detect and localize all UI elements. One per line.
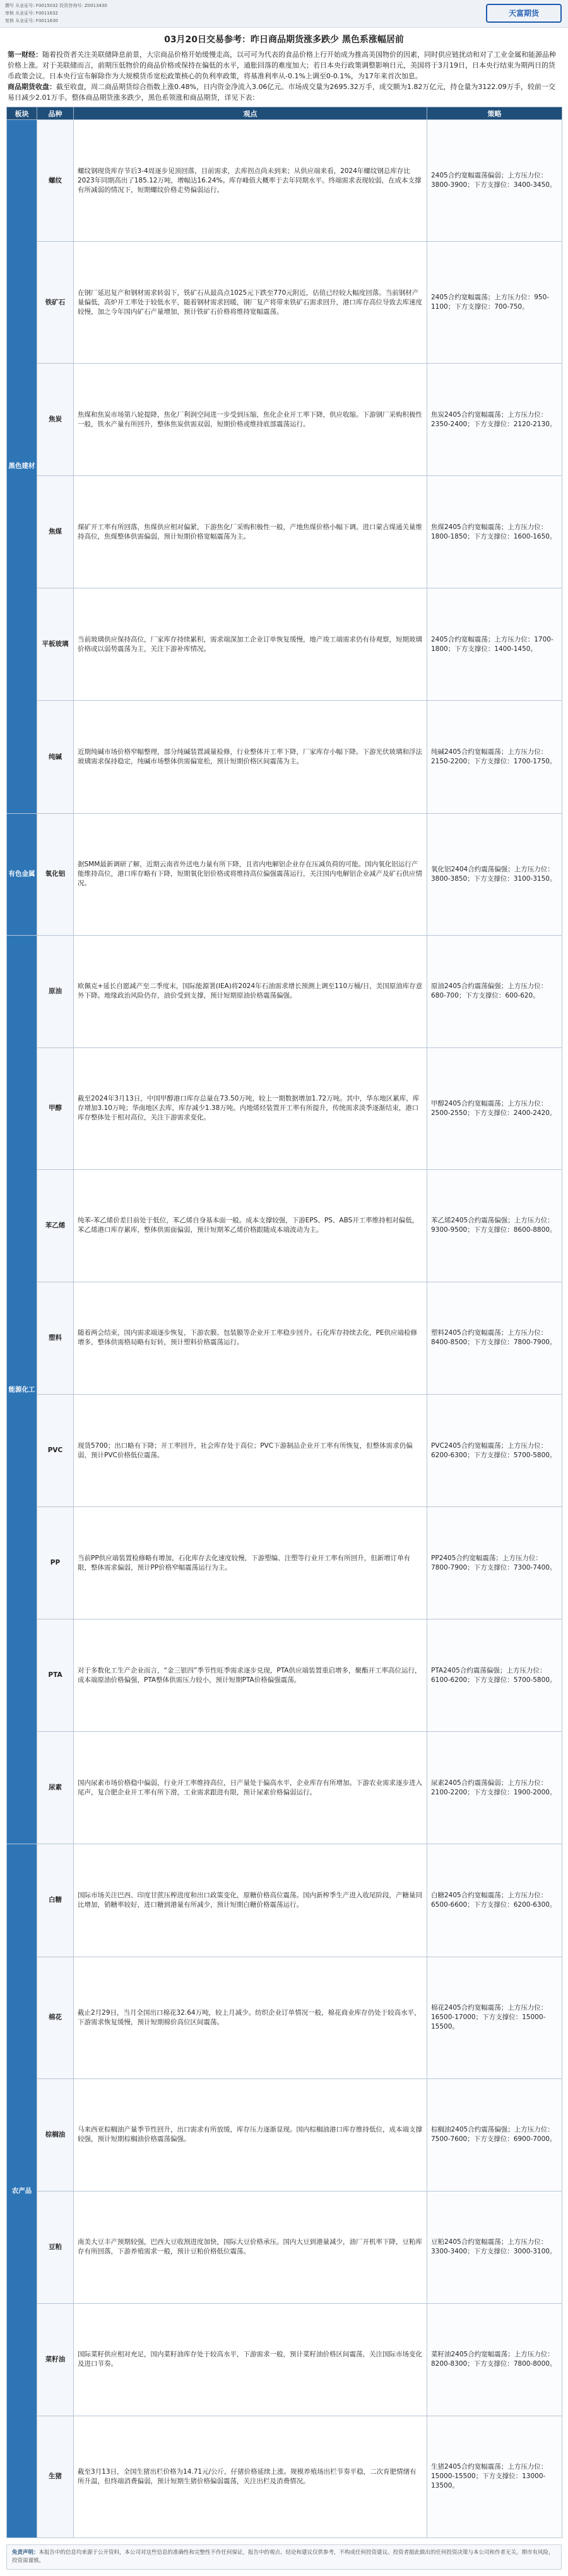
intro-text: 随着投资者关注美联储降息前景，大宗商品价格开始缓慢走高，以可可为代表的食品价格上行开始成为推高美国物价的因素，同时供应链扰动和对了工业金属和能源品种价格上涨。对于美联储而言，前期压低物价的商品价格或保持在偏低的水平，通胀回落的难度加大；若日本央行政策调整影响日元，美国将于3月19日，日本央行结束为期两日的货币政策会议。日本央行宣布解除作为大规模货币宽松政策核心的负利率政策，将基准利率从-0.1%上调至0-0.1%，为17年来首次加息。 <box>8 51 556 80</box>
intro-label: 商品期货收盘： <box>8 83 56 91</box>
item-cell: PVC <box>37 1395 74 1507</box>
header-strategy: 策略 <box>427 107 562 120</box>
table-row <box>7 1732 562 1844</box>
item-cell: 纯碱 <box>37 701 74 813</box>
view-cell: 当前PP供应端装置检修略有增加，石化库存去化速度较慢，下游塑编、注塑等行业开工率有所回升，但新增订单有限，整体需求偏弱，预计PP价格窄幅震荡运行为主。 <box>74 1507 427 1619</box>
intro-label: 第一财经： <box>8 51 42 59</box>
table-header-row <box>7 107 562 120</box>
view-cell: 近期纯碱市场价格窄幅整理，部分纯碱装置减量检修，行业整体开工率下降，厂家库存小幅下降。下游光伏玻璃和浮法玻璃需求保持稳定，纯碱市场整体供需偏宽松，预计短期价格区间震荡为主。 <box>74 701 427 813</box>
strategy-cell: PVC2405合约宽幅震荡；上方压力位：6200-6300；下方支撑位：5700-5800。 <box>427 1395 562 1507</box>
view-cell: 现货5700；出口略有下降；开工率回升，社会库存处于高位；PVC下游制品企业开工率有所恢复，但整体需求仍偏弱，预计PVC价格低位震荡。 <box>74 1395 427 1507</box>
table-row <box>7 935 562 1047</box>
strategy-cell: 氧化铝2404合约震荡偏强；上方压力位：3800-3850；下方支撑位：3100-3150。 <box>427 813 562 935</box>
table-row <box>7 1395 562 1507</box>
meta-line: 审核 从业证号: F0011632 <box>5 11 59 16</box>
table-row <box>7 1957 562 2078</box>
strategy-cell: 尿素2405合约震荡偏弱；上方压力位：2100-2200；下方支撑位：1900-2000。 <box>427 1732 562 1844</box>
item-cell: 豆粕 <box>37 2191 74 2303</box>
view-cell: 欧佩克+延长自愿减产至二季度末，国际能源署(IEA)将2024年石油需求增长预测上调至110万桶/日，美国原油库存意外下降。地缘政治风险仍存，油价受到支撑，预计短期原油价格震荡偏强。 <box>74 935 427 1047</box>
intro <box>0 49 568 103</box>
disclaimer-text: 本报告中的信息均来源于公开资料，本公司对这些信息的准确性和完整性不作任何保证，报告中的观点、结论和建议仅供参考，不构成任何投资建议。投资者据此做出的任何投资决策与本公司和作者无关。期市有风险，投资需谨慎。 <box>12 2549 554 2564</box>
table-row <box>7 1619 562 1732</box>
strategy-cell: 塑料2405合约宽幅震荡；上方压力位：8400-8500；下方支撑位：7800-7900。 <box>427 1282 562 1394</box>
strategy-cell: PP2405合约宽幅震荡；上方压力位：7800-7900；下方支撑位：7300-7400。 <box>427 1507 562 1619</box>
table-row <box>7 120 562 242</box>
strategy-cell: PTA2405合约震荡偏强；上方压力位：6100-6200；下方支撑位：5700-5800。 <box>427 1619 562 1732</box>
header-item: 品种 <box>37 107 74 120</box>
view-cell: 截至3月13日，全国生猪出栏价格为14.71元/公斤，仔猪价格延续上涨。规模养殖场出栏节奏平稳，二次育肥情绪有所升温，但终端消费偏弱，预计短期生猪价格偏弱震荡，关注出栏及消费情况。 <box>74 2416 427 2537</box>
table-row <box>7 813 562 935</box>
view-cell: 随着两会结束，国内需求端逐步恢复，下游农膜、包装膜等企业开工率稳步回升。石化库存持续去化，PE供应端检修增多，整体供需格局略有好转，预计塑料价格震荡运行。 <box>74 1282 427 1394</box>
item-cell: PP <box>37 1507 74 1619</box>
strategy-cell: 生猪2405合约宽幅震荡；上方压力位：15000-15500；下方支撑位：13000-13500。 <box>427 2416 562 2537</box>
meta-line: 撰写 从业证号: F0015032 投资咨询号: Z0013430 <box>5 3 107 8</box>
item-cell: 生猪 <box>37 2416 74 2537</box>
table-row <box>7 1047 562 1169</box>
item-cell: 氧化铝 <box>37 813 74 935</box>
view-cell: 马来西亚棕榈油产量季节性回升，出口需求有所放缓，库存压力逐渐显现。国内棕榈油港口库存维持低位，成本端支撑较强，预计短期棕榈油价格震荡偏强。 <box>74 2078 427 2191</box>
item-cell: 菜籽油 <box>37 2303 74 2416</box>
sector-cell: 农产品 <box>7 1844 37 2538</box>
table-row <box>7 2303 562 2416</box>
table-row <box>7 2078 562 2191</box>
table-row <box>7 476 562 588</box>
view-cell: 纯苯-苯乙烯价差目前处于低位，苯乙烯自身基本面一般。成本支撑较强，下游EPS、PS、ABS开工率维持相对偏低，苯乙烯港口库存累库，整体供需面偏弱，预计短期苯乙烯价格跟随成本端波动为主。 <box>74 1169 427 1282</box>
item-cell: 棉花 <box>37 1957 74 2078</box>
disclaimer-label: 免责声明： <box>12 2549 39 2556</box>
view-cell: 国际菜籽供应相对充足，国内菜籽油库存处于较高水平，下游需求一般，预计菜籽油价格区间震荡，关注国际市场变化及进口节奏。 <box>74 2303 427 2416</box>
header-view: 观点 <box>74 107 427 120</box>
meta-line: 复核 从业证号: F0011630 <box>5 18 59 23</box>
item-cell: 塑料 <box>37 1282 74 1394</box>
disclaimer <box>6 2544 562 2570</box>
author-meta <box>5 2 107 25</box>
sector-cell: 黑色建材 <box>7 120 37 814</box>
view-cell: 国际市场关注巴西、印度甘蔗压榨进度和出口政策变化，原糖价格高位震荡。国内新榨季生产进入收尾阶段，产糖量同比增加，销糖率较好，进口糖到港量有所减少，预计短期白糖价格震荡运行。 <box>74 1844 427 1957</box>
strategy-cell: 菜籽油2405合约宽幅震荡；上方压力位：8200-8300；下方支撑位：7800-8000。 <box>427 2303 562 2416</box>
strategy-cell: 2405合约宽幅震荡偏弱；上方压力位：3800-3900；下方支撑位：3400-3450。 <box>427 120 562 242</box>
item-cell: 焦炭 <box>37 364 74 476</box>
commodity-table <box>6 107 562 2538</box>
table-row <box>7 1282 562 1394</box>
item-cell: 平板玻璃 <box>37 588 74 701</box>
intro-text: 截至收盘，周二商品期货综合指数上涨0.48%，日内资金净流入3.06亿元。市场成交量为2695.32万手，成交额为1.82万亿元，持仓量为3122.09万手，较前一交易日减少2.01万手。整体商品期货涨多跌少，黑色系领涨和商品期货，详见下表： <box>8 83 555 102</box>
view-cell: 据SMM最新调研了解，近期云南省外送电力量有所下降，且省内电解铝企业存在压减负荷的可能。国内氧化铝运行产能维持高位，港口库存略有下降，短期氧化铝价格或将维持高位偏强震荡运行，关注国内电解铝企业减产及矿石供应情况。 <box>74 813 427 935</box>
top-bar <box>0 0 568 28</box>
item-cell: 尿素 <box>37 1732 74 1844</box>
view-cell: 煤矿开工率有所回落，焦煤供应相对偏紧，下游焦化厂采购积极性一般，产地焦煤价格小幅下调。进口蒙古煤通关量维持高位，焦煤整体供需偏弱，预计短期价格宽幅震荡为主。 <box>74 476 427 588</box>
table-row <box>7 588 562 701</box>
view-cell: 国内尿素市场价格稳中偏弱，行业开工率维持高位，日产量处于偏高水平，企业库存有所增加。下游农业需求逐步进入尾声，复合肥企业开工率有所下滑，工业需求跟进有限，预计尿素价格偏弱运行。 <box>74 1732 427 1844</box>
item-cell: 苯乙烯 <box>37 1169 74 1282</box>
item-cell: 甲醇 <box>37 1047 74 1169</box>
strategy-cell: 原油2405合约震荡偏强；上方压力位：680-700；下方支撑位：600-620。 <box>427 935 562 1047</box>
strategy-cell: 苯乙烯2405合约震荡偏强；上方压力位：9300-9500；下方支撑位：8600-8800。 <box>427 1169 562 1282</box>
strategy-cell: 棕榈油2405合约震荡偏强；上方压力位：7500-7600；下方支撑位：6900-7000。 <box>427 2078 562 2191</box>
view-cell: 螺纹钢现货库存节后3-4周逐步见顶回落，目前需求，去库拐点尚未到来；从供应端来看，2024年螺纹钢总库存比2023年同期高出了185.12万吨，增幅达16.24%。库存峰值大概率于去年同期水平。终端需求表现较弱，在成本支撑有所减弱的情况下，短期螺纹价格走势偏弱运行。 <box>74 120 427 242</box>
view-cell: 截止2月29日，当月全国出口棉花32.64万吨，较上月减少。纺织企业订单情况一般，棉花商业库存仍处于较高水平，下游需求恢复缓慢，预计短期棉价高位区间震荡。 <box>74 1957 427 2078</box>
strategy-cell: 白糖2405合约宽幅震荡；上方压力位：6500-6600；下方支撑位：6200-6300。 <box>427 1844 562 1957</box>
item-cell: 螺纹 <box>37 120 74 242</box>
intro-paragraph-2 <box>8 81 560 103</box>
intro-paragraph-1 <box>8 49 560 81</box>
table-row <box>7 2416 562 2537</box>
sector-cell: 有色金属 <box>7 813 37 935</box>
view-cell: 对于多数化工生产企业而言，“金三银四”季节性旺季需求逐步兑现，PTA供应端装置重启增多，聚酯开工率高位运行，成本端原油价格偏强，PTA整体供需压力较小，预计短期PTA价格偏强震荡。 <box>74 1619 427 1732</box>
table-row <box>7 364 562 476</box>
strategy-cell: 豆粕2405合约宽幅震荡；上方压力位：3300-3400；下方支撑位：3000-3100。 <box>427 2191 562 2303</box>
strategy-cell: 甲醇2405合约宽幅震荡；上方压力位：2500-2550；下方支撑位：2400-2420。 <box>427 1047 562 1169</box>
report-title: 03月20日交易参考：昨日商品期货涨多跌少 黑色系涨幅居前 <box>164 35 404 45</box>
strategy-cell: 纯碱2405合约宽幅震荡；上方压力位：2150-2200；下方支撑位：1700-1750。 <box>427 701 562 813</box>
view-cell: 在钢厂延迟复产和钢材需求转弱下，铁矿石从最高点1025元下跌至770元附近，估值已经较大幅度回落。当前钢材产量偏低，高炉开工率处于较低水平，随着钢材需求回暖，钢厂复产将带来铁矿石需求回升，港口库存高位导致去库速度较慢，加之今年国内矿石产量增加，预计铁矿石价格将维持宽幅震荡。 <box>74 242 427 364</box>
strategy-cell: 焦炭2405合约宽幅震荡；上方压力位：2350-2400；下方支撑位：2120-2130。 <box>427 364 562 476</box>
view-cell: 焦煤和焦炭市场第八轮提降，焦化厂利润空间进一步受到压缩，焦化企业开工率下降，供应收缩。下游钢厂采购积极性一般，铁水产量有所回升，整体焦炭供需双弱，短期价格或维持底部震荡运行。 <box>74 364 427 476</box>
strategy-cell: 2405合约宽幅震荡；上方压力位：1700-1800；下方支撑位：1400-1450。 <box>427 588 562 701</box>
item-cell: 焦煤 <box>37 476 74 588</box>
table-row <box>7 1507 562 1619</box>
item-cell: 铁矿石 <box>37 242 74 364</box>
table-row <box>7 242 562 364</box>
strategy-cell: 2405合约宽幅震荡；上方压力位：950-1100；下方支撑位：700-750。 <box>427 242 562 364</box>
item-cell: 白糖 <box>37 1844 74 1957</box>
company-logo: 天富期货 <box>486 4 562 23</box>
strategy-cell: 棉花2405合约宽幅震荡；上方压力位：16500-17000；下方支撑位：15000-15500。 <box>427 1957 562 2078</box>
item-cell: 原油 <box>37 935 74 1047</box>
view-cell: 当前玻璃供应保持高位，厂家库存持续累积，需求端深加工企业订单恢复缓慢，地产竣工端需求仍有待观察，短期玻璃价格或以弱势震荡为主，关注下游补库情况。 <box>74 588 427 701</box>
sector-cell: 能源化工 <box>7 935 37 1844</box>
item-cell: PTA <box>37 1619 74 1732</box>
table-row <box>7 701 562 813</box>
view-cell: 南美大豆丰产预期较强，巴西大豆收割进度加快，国际大豆价格承压。国内大豆到港量减少，油厂开机率下降，豆粕库存有所回落，下游养殖需求一般，预计豆粕价格低位震荡。 <box>74 2191 427 2303</box>
table-row <box>7 1844 562 1957</box>
table-row <box>7 2191 562 2303</box>
item-cell: 棕榈油 <box>37 2078 74 2191</box>
strategy-cell: 焦煤2405合约宽幅震荡；上方压力位：1800-1850；下方支撑位：1600-1650。 <box>427 476 562 588</box>
header-sector: 板块 <box>7 107 37 120</box>
view-cell: 截至2024年3月13日，中国甲醇港口库存总量在73.50万吨，较上一期数据增加1.72万吨。其中，华东地区累库，库存增加3.10万吨；华南地区去库，库存减少1.38万吨。内地烯烃装置开工率有所提升，传统需求淡季逐渐结束，港口库存整体处于相对高位，关注下游需求变化。 <box>74 1047 427 1169</box>
table-row <box>7 1169 562 1282</box>
